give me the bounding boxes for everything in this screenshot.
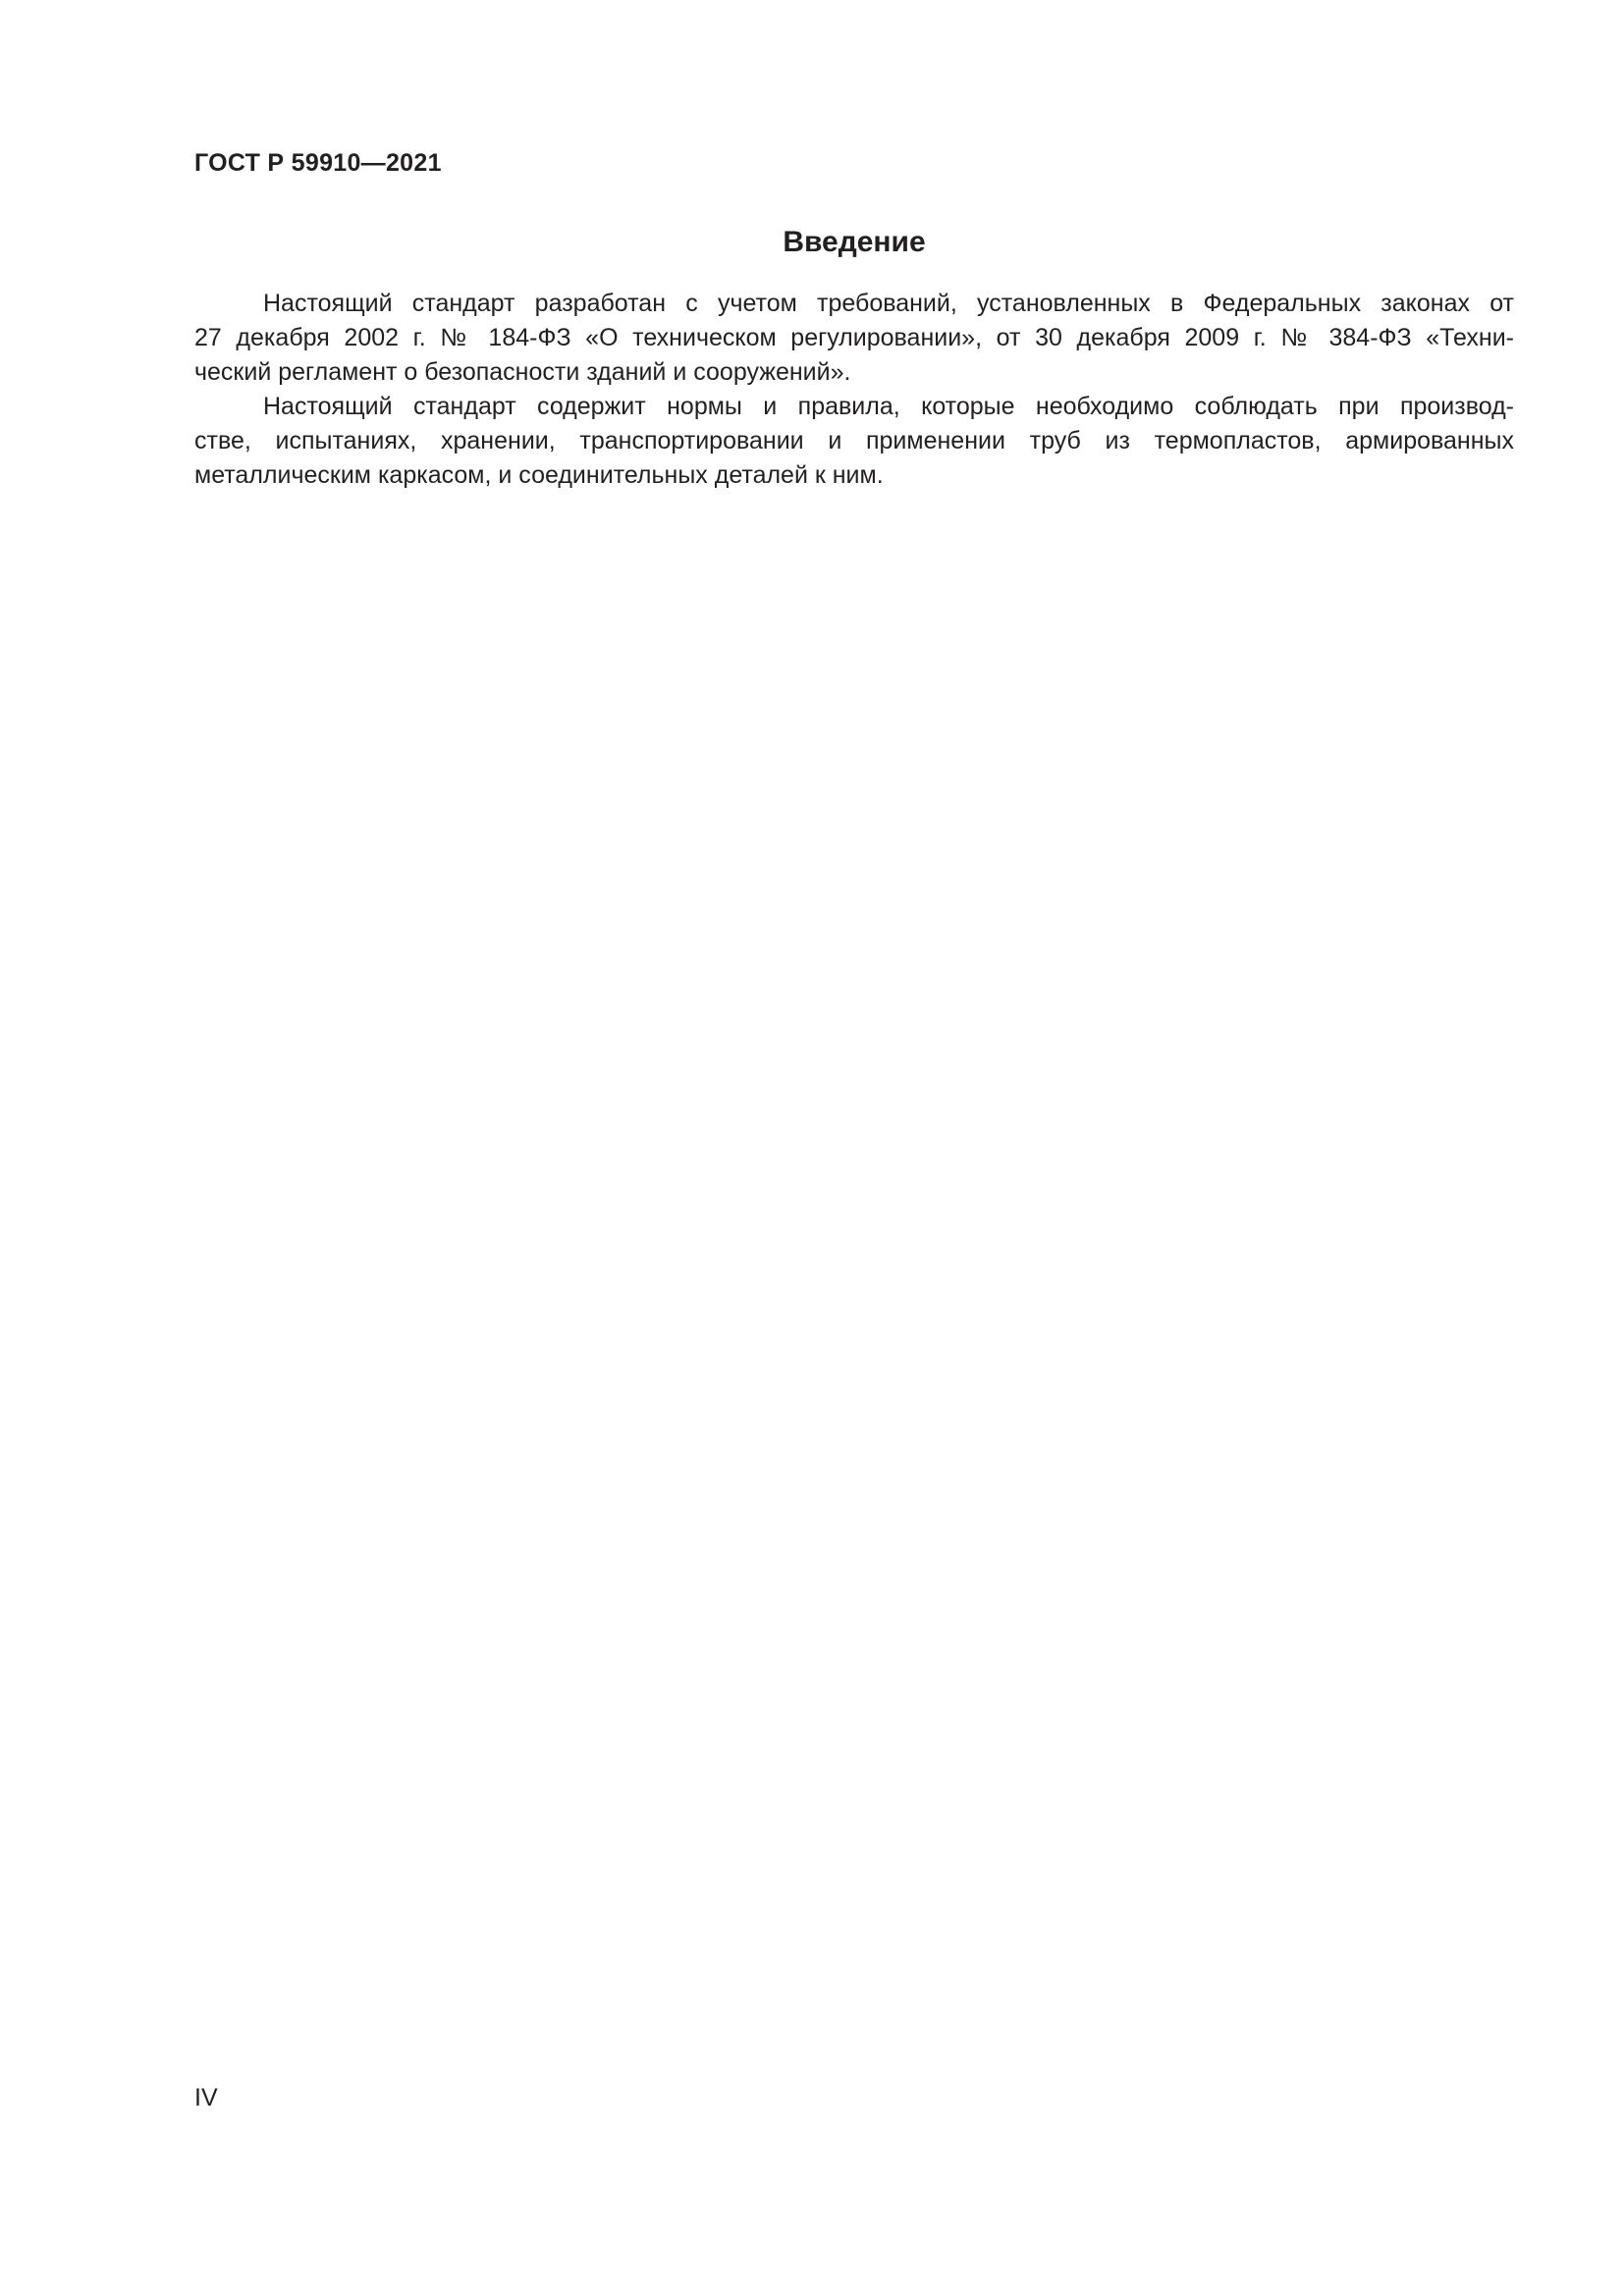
text-line: ческий регламент о безопасности зданий и сооружений». [194,358,851,386]
body-text [194,287,1514,493]
text-line: Настоящий стандарт содержит нормы и правила, которые необходимо соблюдать при производ- [263,393,1514,420]
text-line: 27 декабря 2002 г. № 184-ФЗ «О техническом регулировании», от 30 декабря 2009 г. № 384-ФЗ «Техни- [194,324,1514,351]
section-title: Введение [783,226,926,258]
text-line: стве, испытаниях, хранении, транспортировании и применении труб из термопластов, армированных [194,427,1514,454]
text-line: металлическим каркасом, и соединительных деталей к ним. [194,461,884,489]
text-line: Настоящий стандарт разработан с учетом требований, установленных в Федеральных законах от [263,290,1514,317]
paragraph-2 [194,390,1514,493]
page-number: IV [194,2084,218,2111]
paragraph-1 [194,287,1514,390]
document-code: ГОСТ Р 59910—2021 [194,149,442,177]
